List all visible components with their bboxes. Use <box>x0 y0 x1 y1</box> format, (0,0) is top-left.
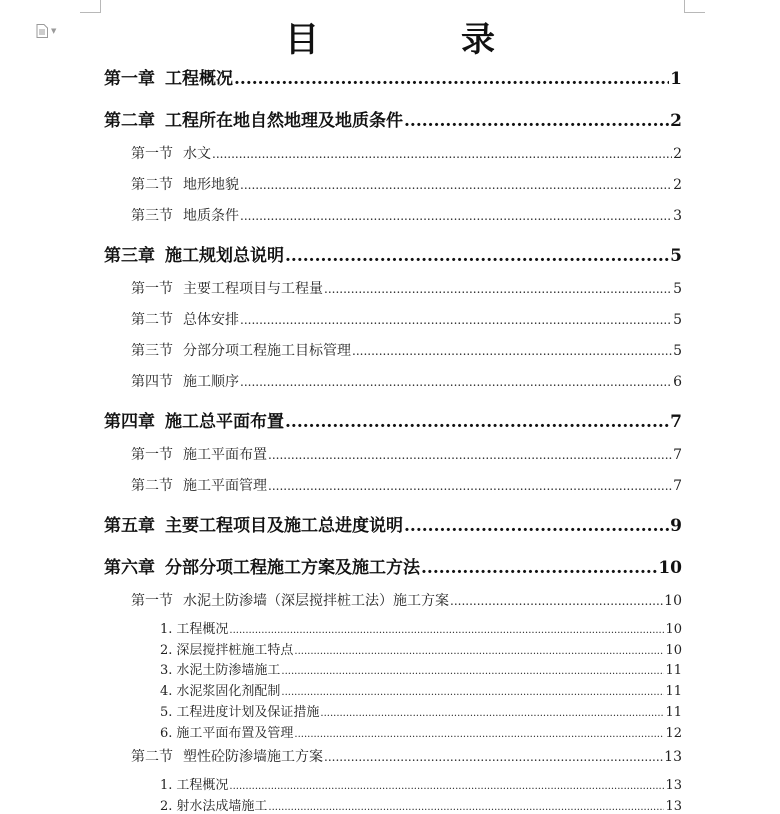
page-number: 5 <box>670 246 682 266</box>
page-number: 2 <box>670 111 682 131</box>
page-number: 11 <box>665 705 682 720</box>
toc-entry[interactable]: 1. 工程概况 ..... 10 <box>160 618 682 637</box>
page-number: 5 <box>673 343 682 359</box>
toc-entry[interactable]: 第六章 分部分项工程施工方案及施工方法 ..... 10 <box>104 553 682 578</box>
page-number: 6 <box>673 374 682 390</box>
toc-entry[interactable]: 第五章 主要工程项目及施工总进度说明 ..... 9 <box>104 511 682 536</box>
toc-entry[interactable]: 第四章 施工总平面布置 ..... 7 <box>104 407 682 432</box>
page-number: 3 <box>673 208 682 224</box>
toc-entry[interactable]: 第一节 水泥土防渗墙（深层搅拌桩工法）施工方案 ..... 10 <box>131 590 682 610</box>
toc-entry[interactable]: 第二节 塑性砼防渗墙施工方案 ..... 13 <box>131 746 682 766</box>
page-number: 2 <box>673 177 682 193</box>
toc-entry[interactable]: 2. 深层搅拌桩施工特点 ..... 10 <box>160 639 682 658</box>
toc-entry[interactable]: 5. 工程进度计划及保证措施 ..... 11 <box>160 701 682 720</box>
toc-entry[interactable]: 6. 施工平面布置及管理 ..... 12 <box>160 722 682 741</box>
toc-entry[interactable]: 第三节 地质条件 ..... 3 <box>131 205 682 225</box>
page-number: 13 <box>664 749 682 765</box>
toc-entry[interactable]: 第四节 施工顺序 ..... 6 <box>131 371 682 391</box>
toc-entry[interactable]: 第二节 地形地貌 ..... 2 <box>131 174 682 194</box>
page-number: 5 <box>673 312 682 328</box>
page-number: 11 <box>665 663 682 678</box>
page-title: 目 录 <box>285 20 549 60</box>
toc-entry[interactable]: 第三节 分部分项工程施工目标管理 ..... 5 <box>131 340 682 360</box>
page-number: 12 <box>665 726 682 741</box>
toc-entry[interactable]: 第一章 工程概况 ..... 1 <box>104 64 682 89</box>
page-number: 2 <box>673 146 682 162</box>
page-number: 10 <box>658 558 682 578</box>
page-number: 10 <box>665 622 682 637</box>
toc-entry[interactable]: 第一节 主要工程项目与工程量 ..... 5 <box>131 278 682 298</box>
toc-entry[interactable]: 4. 水泥浆固化剂配制 ..... 11 <box>160 680 682 699</box>
page-number: 13 <box>665 778 682 793</box>
page-number: 7 <box>673 478 682 494</box>
toc-entry[interactable]: 3. 水泥土防渗墙施工 ..... 11 <box>160 659 682 678</box>
toc-entry[interactable]: 第二节 施工平面管理 ..... 7 <box>131 475 682 495</box>
toc-entry[interactable]: 第三章 施工规划总说明 ..... 5 <box>104 241 682 266</box>
page-number: 13 <box>665 799 682 814</box>
page-number: 10 <box>664 593 682 609</box>
toc-entry[interactable]: 第一节 水文 ..... 2 <box>131 143 682 163</box>
toc-entry[interactable]: 第一节 施工平面布置 ..... 7 <box>131 444 682 464</box>
toc-entry[interactable]: 第二章 工程所在地自然地理及地质条件 ..... 2 <box>104 106 682 131</box>
page-number: 11 <box>665 684 682 699</box>
toc-entry[interactable]: 1. 工程概况 ..... 13 <box>160 774 682 793</box>
page-number: 1 <box>670 69 682 89</box>
page-number: 10 <box>665 643 682 658</box>
toc-entry[interactable]: 第二节 总体安排 ..... 5 <box>131 309 682 329</box>
chevron-down-icon: ▼ <box>51 27 57 35</box>
toc-entry[interactable]: 2. 射水法成墙施工 ..... 13 <box>160 795 682 814</box>
page-number: 5 <box>673 281 682 297</box>
page-number: 7 <box>670 412 682 432</box>
page-number: 7 <box>673 447 682 463</box>
page-number: 9 <box>670 516 682 536</box>
